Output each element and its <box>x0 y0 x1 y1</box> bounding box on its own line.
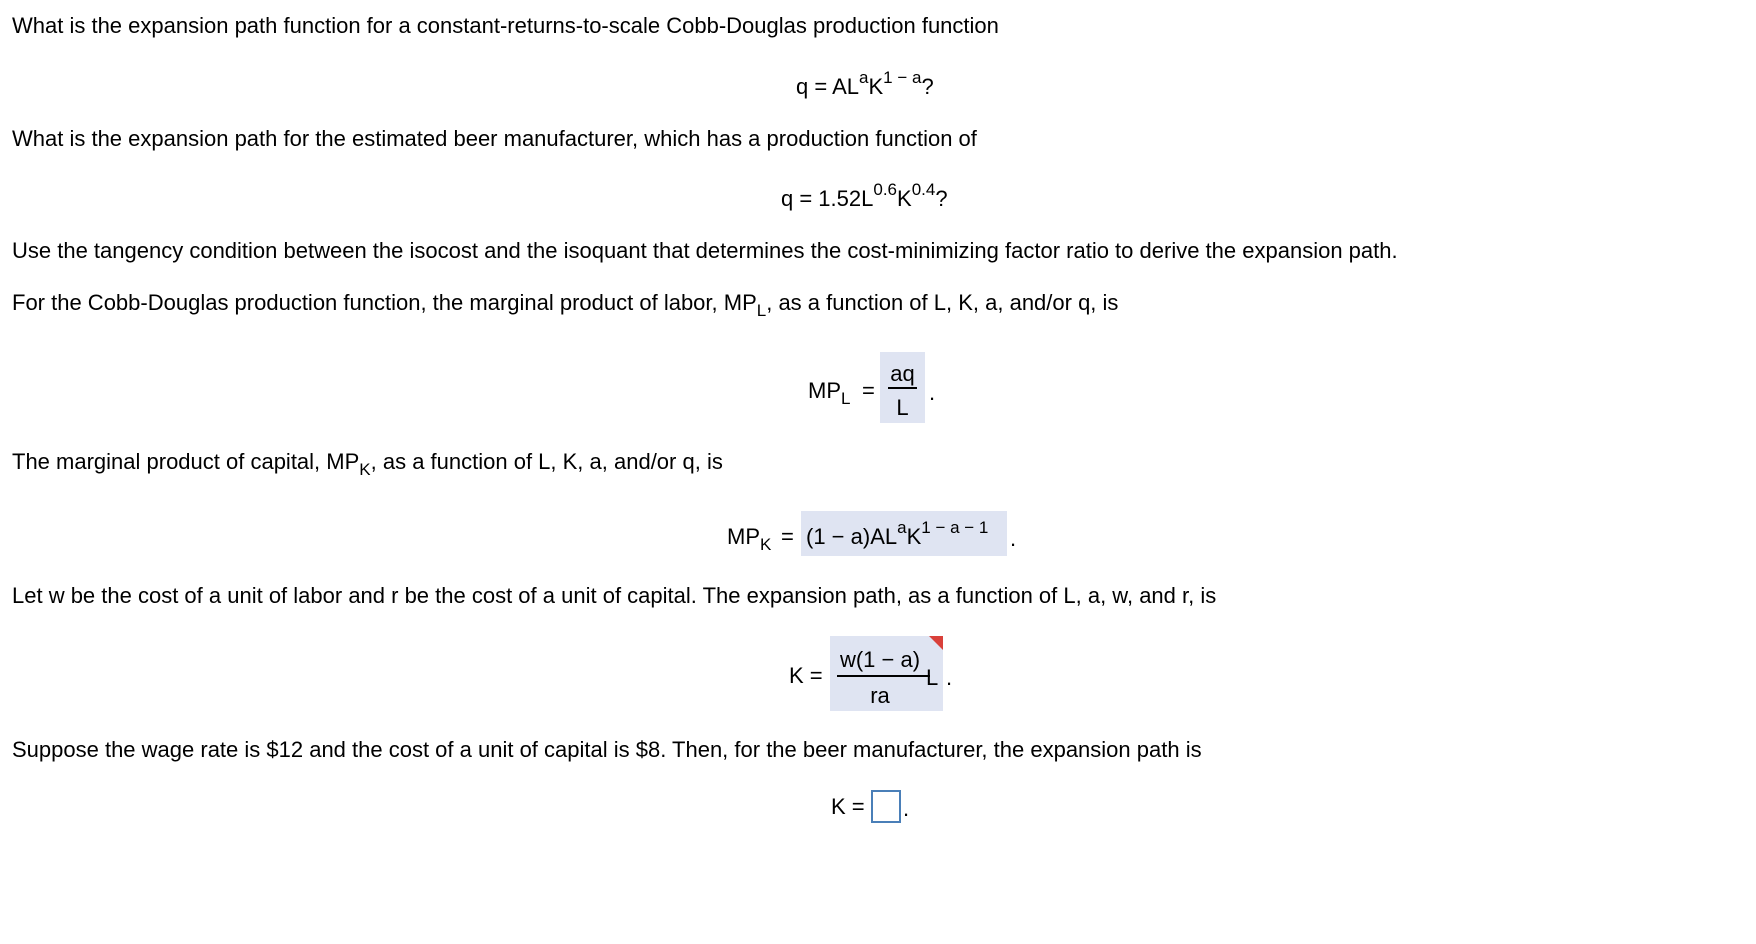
mpk-period: . <box>1010 526 1017 551</box>
eq-k: K <box>897 186 912 211</box>
mpk-lhs <box>727 524 772 555</box>
mpk-text-sub: K <box>359 460 371 480</box>
mpl-lhs <box>808 378 851 409</box>
beer-question-text: Suppose the wage rate is $12 and the cost of a unit of capital is $8. Then, for the beer manufacturer, the expansion path is <box>12 737 1202 762</box>
question-2-text: What is the expansion path for the estimated beer manufacturer, which has a production function of <box>12 126 977 151</box>
expansion-trailing-l: L <box>926 665 939 690</box>
eq-exponent-1-minus-a: 1 − a <box>883 68 922 88</box>
eq-exponent-0-6: 0.6 <box>873 180 898 200</box>
mpk-ans-exp-a: a <box>897 518 907 538</box>
cobb-douglas-equation <box>796 68 934 99</box>
eq-question-mark: ? <box>935 186 948 211</box>
mpl-numerator: aq <box>890 361 915 386</box>
expansion-lhs: K = <box>789 663 823 688</box>
mpk-lhs-text: MP <box>727 524 760 549</box>
beer-production-equation <box>781 180 948 211</box>
mpl-text-b: , as a function of L, K, a, and/or q, is <box>766 290 1119 315</box>
eq-exponent-a: a <box>859 68 869 88</box>
mpl-denominator: L <box>896 395 909 420</box>
mpk-ans-k: K <box>906 524 922 549</box>
mpl-answer-field[interactable] <box>880 352 925 423</box>
mpl-lhs-text: MP <box>808 378 841 403</box>
mpl-question-text <box>12 290 1119 321</box>
mpl-lhs-sub: L <box>841 389 851 409</box>
eq-lhs: q = AL <box>796 74 860 99</box>
mpk-lhs-sub: K <box>760 535 772 555</box>
expansion-numerator: w(1 − a) <box>839 647 921 672</box>
mpl-fraction-bar <box>888 387 917 389</box>
mpk-equals: = <box>781 524 794 549</box>
mpk-text-b: , as a function of L, K, a, and/or q, is <box>370 449 723 474</box>
mpl-text-sub: L <box>756 301 767 321</box>
beer-lhs: K = <box>831 794 865 819</box>
beer-period: . <box>903 796 910 821</box>
mpl-equals: = <box>862 378 875 403</box>
expansion-fraction-bar <box>837 675 930 677</box>
mpk-ans-main: (1 − a)AL <box>806 524 898 549</box>
expansion-question-text: Let w be the cost of a unit of labor and r be the cost of a unit of capital. The expansion path, as a function of L, a, w, and r, is <box>12 583 1217 608</box>
instruction-text: Use the tangency condition between the isocost and the isoquant that determines the cost-minimizing factor ratio to derive the expansion path. <box>12 238 1398 263</box>
question-1-text: What is the expansion path function for a constant-returns-to-scale Cobb-Douglas production function <box>12 13 999 38</box>
feedback-flag-icon <box>929 636 943 650</box>
eq-question-mark: ? <box>921 74 934 99</box>
expansion-answer-field[interactable] <box>830 636 943 711</box>
mpk-answer-field[interactable] <box>801 511 1007 556</box>
mpl-text-a: For the Cobb-Douglas production function, the marginal product of labor, MP <box>12 290 757 315</box>
eq-k: K <box>868 74 884 99</box>
mpk-question-text <box>12 449 723 480</box>
mpk-ans-exp-2: 1 − a − 1 <box>921 518 989 538</box>
beer-answer-input[interactable] <box>871 790 901 823</box>
mpk-answer-expression <box>806 518 989 549</box>
expansion-denominator: ra <box>870 683 890 708</box>
mpk-text-a: The marginal product of capital, MP <box>12 449 360 474</box>
eq-exponent-0-4: 0.4 <box>911 180 936 200</box>
expansion-period: . <box>946 665 953 690</box>
eq-lhs: q = 1.52L <box>781 186 874 211</box>
mpl-period: . <box>929 380 936 405</box>
